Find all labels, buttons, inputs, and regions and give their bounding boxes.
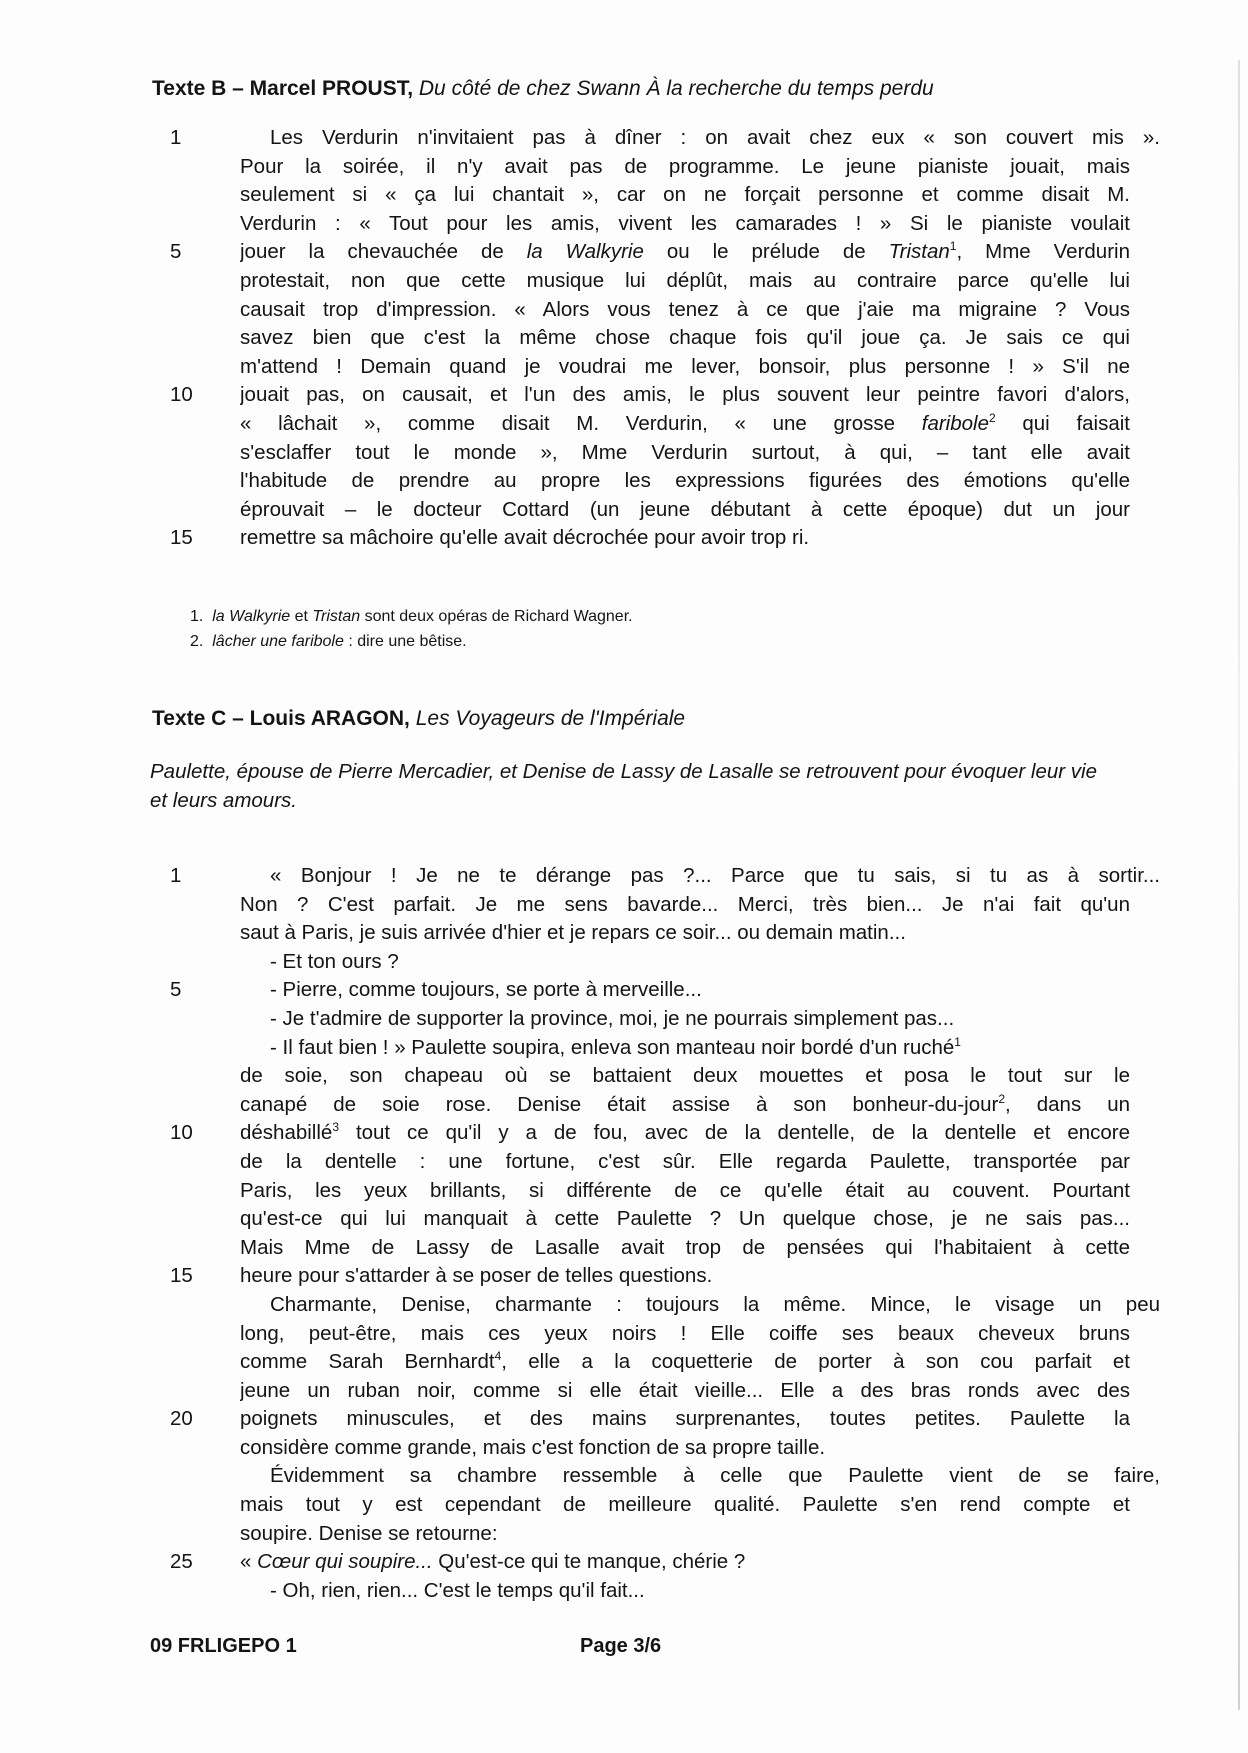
line-text: Mais Mme de Lassy de Lasalle avait trop de pensées qui l'habitaient à cette	[240, 1235, 1130, 1259]
line-text: - Il faut bien ! » Paulette soupira, enleva son manteau noir bordé d'un ruché$^1$	[270, 1034, 961, 1059]
line-number: 15	[170, 1264, 193, 1288]
texte-c-intro: Paulette, épouse de Pierre Mercadier, et Denise de Lassy de Lasalle se retrouvent pour évoquer leur vie et leurs amours.	[150, 760, 1097, 812]
texte-b-footnotes	[190, 604, 633, 654]
line-text: Évidemment sa chambre ressemble à celle que Paulette vient de se faire,	[270, 1464, 1160, 1488]
line-text: heure pour s'attarder à se poser de telles questions.	[240, 1264, 713, 1288]
line-text: Paris, les yeux brillants, si différente de ce qu'elle était au couvent. Pourtant	[240, 1178, 1130, 1202]
line-text: de la dentelle : une fortune, c'est sûr. Elle regarda Paulette, transportée par	[240, 1149, 1130, 1173]
exam-code: 09 FRLIGEPO 1	[150, 1635, 297, 1657]
passage-line	[170, 919, 1130, 948]
line-number: 5	[170, 978, 182, 1002]
line-text: l'habitude de prendre au propre les expressions figurées des émotions qu'elle	[240, 469, 1130, 493]
texte-b-label: Texte B – Marcel PROUST,	[152, 77, 414, 100]
passage-line	[170, 324, 1130, 353]
passage-line	[170, 1005, 1130, 1034]
passage-line	[170, 1577, 1130, 1606]
passage-line	[170, 1548, 1130, 1577]
line-text: de soie, son chapeau où se battaient deux mouettes et posa le tout sur le	[240, 1064, 1130, 1088]
passage-line	[170, 238, 1130, 267]
line-text: « Cœur qui soupire... Qu'est-ce qui te manque, chérie ?	[240, 1550, 746, 1574]
passage-line	[170, 1262, 1130, 1291]
texte-c-label: Texte C – Louis ARAGON,	[152, 707, 410, 730]
line-text: causait trop d'impression. « Alors vous tenez à ce que j'aie ma migraine ? Vous	[240, 297, 1130, 321]
line-number: 15	[170, 526, 193, 550]
texte-b-passage	[170, 124, 1160, 553]
texte-c-heading	[152, 706, 685, 732]
line-text: - Pierre, comme toujours, se porte à merveille...	[270, 978, 702, 1002]
passage-line	[170, 948, 1130, 977]
line-text: jouer la chevauchée de la Walkyrie ou le prélude de Tristan$^1$, Mme Verdurin	[240, 239, 1130, 264]
line-text: éprouvait – le docteur Cottard (un jeune débutant à cette époque) dut un jour	[240, 497, 1130, 521]
line-text: « Bonjour ! Je ne te dérange pas ?... Parce que tu sais, si tu as à sortir...	[270, 864, 1160, 887]
line-number: 1	[170, 126, 182, 149]
line-text: jeune un ruban noir, comme si elle était vieille... Elle a des bras ronds avec des	[240, 1378, 1130, 1402]
line-text: comme Sarah Bernhardt$^4$, elle a la coquetterie de porter à son cou parfait et	[240, 1349, 1130, 1374]
line-text: qu'est-ce qui lui manquait à cette Paulette ? Un quelque chose, je ne sais pas...	[240, 1207, 1130, 1231]
passage-line	[170, 1405, 1130, 1434]
line-text: mais tout y est cependant de meilleure qualité. Paulette s'en rend compte et	[240, 1493, 1130, 1517]
passage-line	[170, 1348, 1130, 1377]
texte-c-passage	[170, 862, 1160, 1605]
passage-line	[170, 210, 1130, 239]
line-text: Pour la soirée, il n'y avait pas de programme. Le jeune pianiste jouait, mais	[240, 154, 1130, 178]
line-text: Verdurin : « Tout pour les amis, vivent les camarades ! » Si le pianiste voulait	[240, 211, 1130, 235]
line-text: « lâchait », comme disait M. Verdurin, « une grosse faribole$^2$ qui faisait	[240, 411, 1130, 435]
passage-line	[170, 1091, 1130, 1120]
passage-line	[170, 1205, 1130, 1234]
line-text: déshabillé$^3$ tout ce qu'il y a de fou, avec de la dentelle, de la dentelle et encore	[240, 1120, 1130, 1145]
footnote: 1. la Walkyrie et Tristan sont deux opéras de Richard Wagner.	[190, 608, 633, 625]
line-text: saut à Paris, je suis arrivée d'hier et je repars ce soir... ou demain matin...	[240, 921, 906, 945]
line-number: 5	[170, 240, 182, 264]
line-text: considère comme grande, mais c'est fonction de sa propre taille.	[240, 1435, 826, 1459]
texte-b-heading	[152, 76, 934, 102]
texte-c-title: Les Voyageurs de l'Impériale	[415, 707, 686, 730]
passage-line	[170, 1234, 1130, 1263]
passage-line	[170, 1434, 1130, 1463]
passage-line	[170, 1291, 1160, 1320]
line-text: m'attend ! Demain quand je voudrai me lever, bonsoir, plus personne ! » S'il ne	[240, 354, 1130, 378]
passage-line	[170, 1462, 1160, 1491]
passage-line	[170, 153, 1130, 182]
passage-line	[170, 1062, 1130, 1091]
line-number: 10	[170, 1121, 193, 1145]
passage-line	[170, 410, 1130, 439]
passage-line	[170, 1177, 1130, 1206]
passage-line	[170, 267, 1130, 296]
passage-line	[170, 1034, 1130, 1063]
scan-edge-shadow	[1238, 60, 1240, 1710]
line-text: jouait pas, on causait, et l'un des amis, le plus souvent leur peintre favori d'alors,	[240, 383, 1130, 407]
line-text: - Je t'admire de supporter la province, moi, je ne pourrais simplement pas...	[270, 1006, 955, 1030]
passage-line	[170, 862, 1160, 891]
line-text: Non ? C'est parfait. Je me sens bavarde... Merci, très bien... Je n'ai fait qu'un	[240, 892, 1130, 916]
passage-line	[170, 181, 1130, 210]
footnote: 2. lâcher une faribole : dire une bêtise.	[190, 633, 467, 650]
passage-line	[170, 1520, 1130, 1549]
passage-line	[170, 1377, 1130, 1406]
line-text: poignets minuscules, et des mains surprenantes, toutes petites. Paulette la	[240, 1407, 1130, 1431]
line-text: protestait, non que cette musique lui déplût, mais au contraire parce qu'elle lui	[240, 268, 1130, 292]
passage-line	[170, 524, 1130, 553]
passage-line	[170, 124, 1160, 153]
line-text: remettre sa mâchoire qu'elle avait décrochée pour avoir trop ri.	[240, 526, 810, 550]
line-number: 25	[170, 1550, 193, 1574]
passage-line	[170, 353, 1130, 382]
line-text: savez bien que c'est la même chose chaque fois qu'il joue ça. Je sais ce qui	[240, 326, 1130, 350]
passage-line	[170, 496, 1130, 525]
line-text: s'esclaffer tout le monde », Mme Verdurin surtout, à qui, – tant elle avait	[240, 440, 1130, 464]
line-text: long, peut-être, mais ces yeux noirs ! Elle coiffe ses beaux cheveux bruns	[240, 1321, 1130, 1345]
line-text: - Et ton ours ?	[270, 949, 399, 973]
passage-line	[170, 1119, 1130, 1148]
line-text: seulement si « ça lui chantait », car on ne forçait personne et comme disait M.	[240, 183, 1130, 207]
passage-line	[170, 1320, 1130, 1349]
passage-line	[170, 467, 1130, 496]
passage-line	[170, 976, 1130, 1005]
line-text: canapé de soie rose. Denise était assise à son bonheur-du-jour$^2$, dans un	[240, 1091, 1130, 1116]
line-number: 20	[170, 1407, 193, 1431]
passage-line	[170, 296, 1130, 325]
line-text: Charmante, Denise, charmante : toujours la même. Mince, le visage un peu	[270, 1292, 1160, 1316]
passage-line	[170, 381, 1130, 410]
texte-b-title: Du côté de chez Swann À la recherche du temps perdu	[418, 77, 934, 100]
passage-line	[170, 1148, 1130, 1177]
passage-line	[170, 891, 1130, 920]
line-text: soupire. Denise se retourne:	[240, 1521, 498, 1545]
page-number: Page 3/6	[580, 1635, 662, 1657]
passage-line	[170, 439, 1130, 468]
line-text: Les Verdurin n'invitaient pas à dîner : on avait chez eux « son couvert mis ».	[270, 126, 1160, 149]
line-number: 10	[170, 383, 193, 407]
line-number: 1	[170, 864, 182, 887]
passage-line	[170, 1491, 1130, 1520]
line-text: - Oh, rien, rien... C'est le temps qu'il fait...	[270, 1578, 645, 1602]
